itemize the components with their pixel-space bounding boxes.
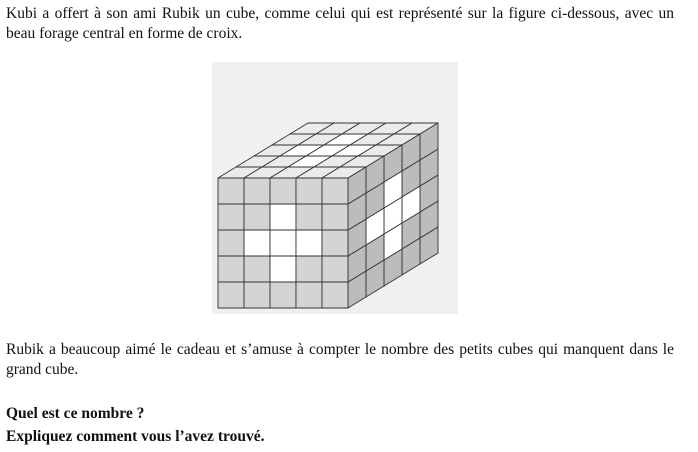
- cube-with-cross-tunnel-illustration: [212, 62, 458, 314]
- front-cube-face: [322, 256, 348, 282]
- question-line: Quel est ce nombre ?: [6, 405, 145, 422]
- front-cube-face: [244, 204, 270, 230]
- front-tunnel-cell: [244, 230, 270, 256]
- front-tunnel-cell: [296, 230, 322, 256]
- intro-paragraph: Kubi a offert à son ami Rubik un cube, comme celui qui est représenté sur la figure ci-dessous, avec un beau forage central en forme de croix.: [6, 5, 674, 42]
- front-tunnel-cell: [270, 230, 296, 256]
- front-cube-face: [244, 178, 270, 204]
- front-cube-face: [218, 282, 244, 308]
- question-block: [6, 402, 264, 448]
- front-cube-face: [244, 282, 270, 308]
- front-cube-face: [270, 282, 296, 308]
- front-tunnel-cell: [270, 256, 296, 282]
- front-cube-face: [322, 204, 348, 230]
- front-cube-face: [218, 230, 244, 256]
- front-cube-face: [296, 178, 322, 204]
- front-cube-face: [218, 178, 244, 204]
- front-cube-face: [296, 282, 322, 308]
- explain-line: Expliquez comment vous l’avez trouvé.: [6, 428, 265, 445]
- front-cube-face: [296, 204, 322, 230]
- front-cube-face: [244, 256, 270, 282]
- front-cube-face: [322, 178, 348, 204]
- front-cube-face: [270, 178, 296, 204]
- cube-figure: [212, 62, 458, 314]
- rubik-paragraph: Rubik a beaucoup aimé le cadeau et s’amuse à compter le nombre des petits cubes qui manquent dans le grand cube.: [6, 341, 674, 378]
- front-cube-face: [322, 282, 348, 308]
- front-cube-face: [296, 256, 322, 282]
- front-tunnel-cell: [270, 204, 296, 230]
- front-cube-face: [218, 256, 244, 282]
- front-cube-face: [218, 204, 244, 230]
- front-cube-face: [322, 230, 348, 256]
